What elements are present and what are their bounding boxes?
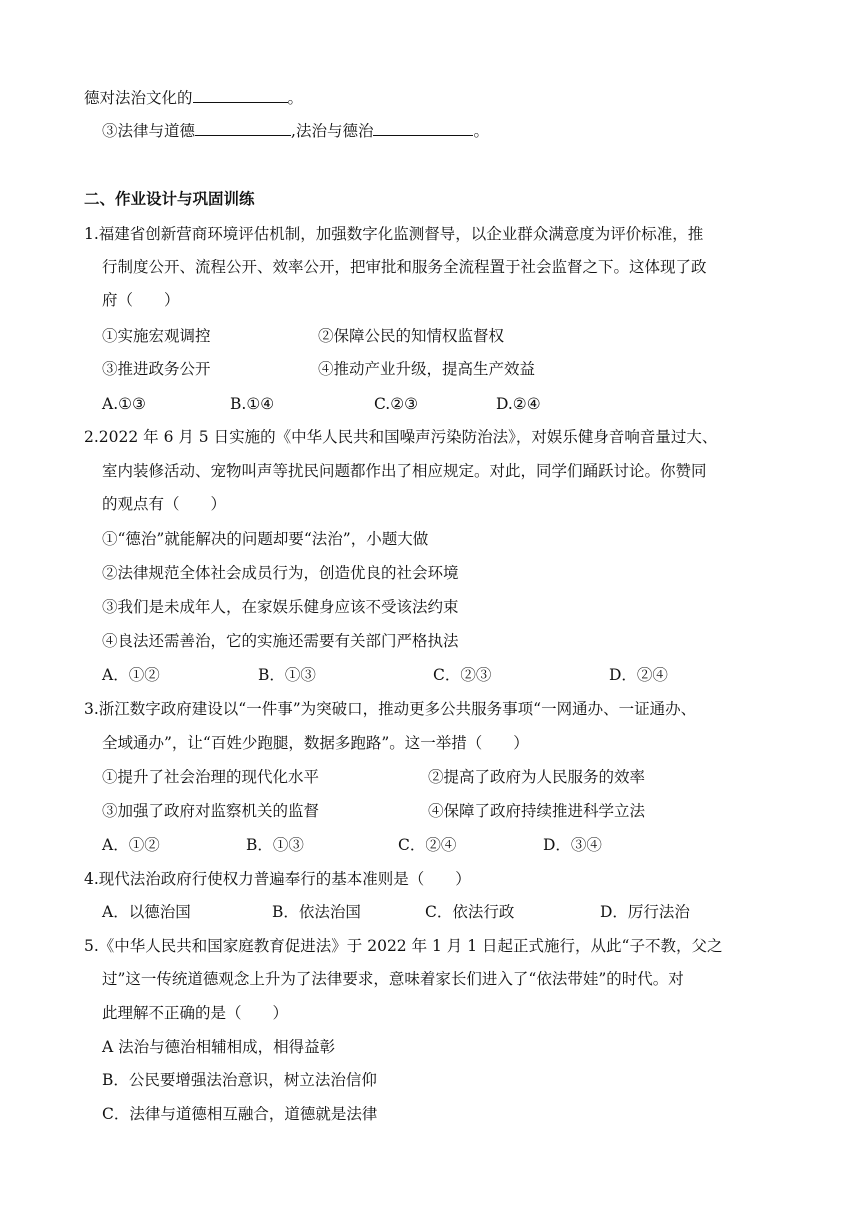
q1-stem-line: 行制度公开、流程公开、效率公开，把审批和服务全流程置于社会监督之下。这体现了政 [102,258,707,276]
q3-statement-4: ④保障了政府持续推进科学立法 [428,802,646,820]
q1-statement-1: ①实施宏观调控 [102,327,211,345]
q5-choice-b[interactable]: B．公民要增强法治意识，树立法治信仰 [102,1071,377,1089]
q4-choice-c[interactable]: C．依法行政 [425,903,515,921]
q3-stem-line: 全域通办”，让“百姓少跑腿，数据多跑路”。这一举措（ ） [102,734,529,752]
q1-stem-line: 1.福建省创新营商环境评估机制，加强数字化监测督导，以企业群众满意度为评价标准，推 [84,225,704,243]
q2-choice-d[interactable]: D．②④ [609,666,668,684]
q2-choice-c[interactable]: C．②③ [433,666,492,684]
q4-choice-d[interactable]: D．厉行法治 [600,903,690,921]
intro-text: ,法治与德治 [291,122,374,140]
q2-choice-b[interactable]: B．①③ [258,666,316,684]
q5-stem-line: 过”这一传统道德观念上升为了法律要求，意味着家长们进入了“依法带娃”的时代。对 [102,970,684,988]
q4-choice-b[interactable]: B．依法治国 [272,903,361,921]
q5-choice-c[interactable]: C．法律与道德相互融合，道德就是法律 [102,1105,378,1123]
q1-choice-c[interactable]: C.②③ [374,395,419,413]
q5-choice-a[interactable]: A 法治与德治相辅相成，相得益彰 [102,1038,336,1056]
q1-statement-2: ②保障公民的知情权监督权 [318,327,505,345]
answer-blank[interactable] [195,119,291,136]
q3-choice-c[interactable]: C．②④ [398,836,457,854]
q2-statement-3: ③我们是未成年人，在家娱乐健身应该不受该法约束 [102,598,459,616]
q5-stem-line: 此理解不正确的是（ ） [102,1004,289,1022]
intro-text: 。 [287,89,304,107]
q3-statement-3: ③加强了政府对监察机关的监督 [102,802,320,820]
q4-choice-a[interactable]: A．以德治国 [102,903,191,921]
q1-choice-b[interactable]: B.①④ [230,395,275,413]
q5-stem-line: 5.《中华人民共和国家庭教育促进法》于 2022 年 1 月 1 日起正式施行，从此“子不教，父之 [84,937,723,955]
q2-stem-line: 的观点有（ ） [102,495,227,513]
q3-choice-a[interactable]: A．①② [102,836,160,854]
section-title: 二、作业设计与巩固训练 [84,190,255,208]
intro-text: 德对法治文化的 [84,89,193,107]
q3-choice-b[interactable]: B．①③ [246,836,304,854]
intro-line-2 [102,119,489,143]
answer-blank[interactable] [373,119,473,136]
intro-text: ③法律与道德 [102,122,196,140]
q2-stem-line: 2.2022 年 6 月 5 日实施的《中华人民共和国噪声污染防治法》，对娱乐健身音响音量过大、 [84,428,718,446]
q1-choice-d[interactable]: D.②④ [496,395,541,413]
q2-statement-2: ②法律规范全体社会成员行为，创造优良的社会环境 [102,564,459,582]
q4-stem-line: 4.现代法治政府行使权力普遍奉行的基本准则是（ ） [84,870,471,888]
q3-stem-line: 3.浙江数字政府建设以“一件事”为突破口，推动更多公共服务事项“一网通办、一证通办、 [84,700,697,718]
q3-choice-d[interactable]: D．③④ [543,836,602,854]
q2-statement-1: ①“德治”就能解决的问题却要“法治”，小题大做 [102,530,429,548]
q2-stem-line: 室内装修活动、宠物叫声等扰民问题都作出了相应规定。对此，同学们踊跃讨论。你赞同 [102,462,707,480]
q1-choice-a[interactable]: A.①③ [102,395,146,413]
q2-choice-a[interactable]: A．①② [102,666,160,684]
intro-line-1 [84,86,303,110]
q3-statement-2: ②提高了政府为人民服务的效率 [428,768,646,786]
q3-statement-1: ①提升了社会治理的现代化水平 [102,768,320,786]
q1-statement-4: ④推动产业升级，提高生产效益 [318,360,536,378]
q1-statement-3: ③推进政务公开 [102,360,211,378]
q2-statement-4: ④良法还需善治，它的实施还需要有关部门严格执法 [102,632,459,650]
answer-blank[interactable] [193,86,288,103]
q1-stem-line: 府（ ） [102,291,180,309]
intro-text: 。 [473,122,489,140]
